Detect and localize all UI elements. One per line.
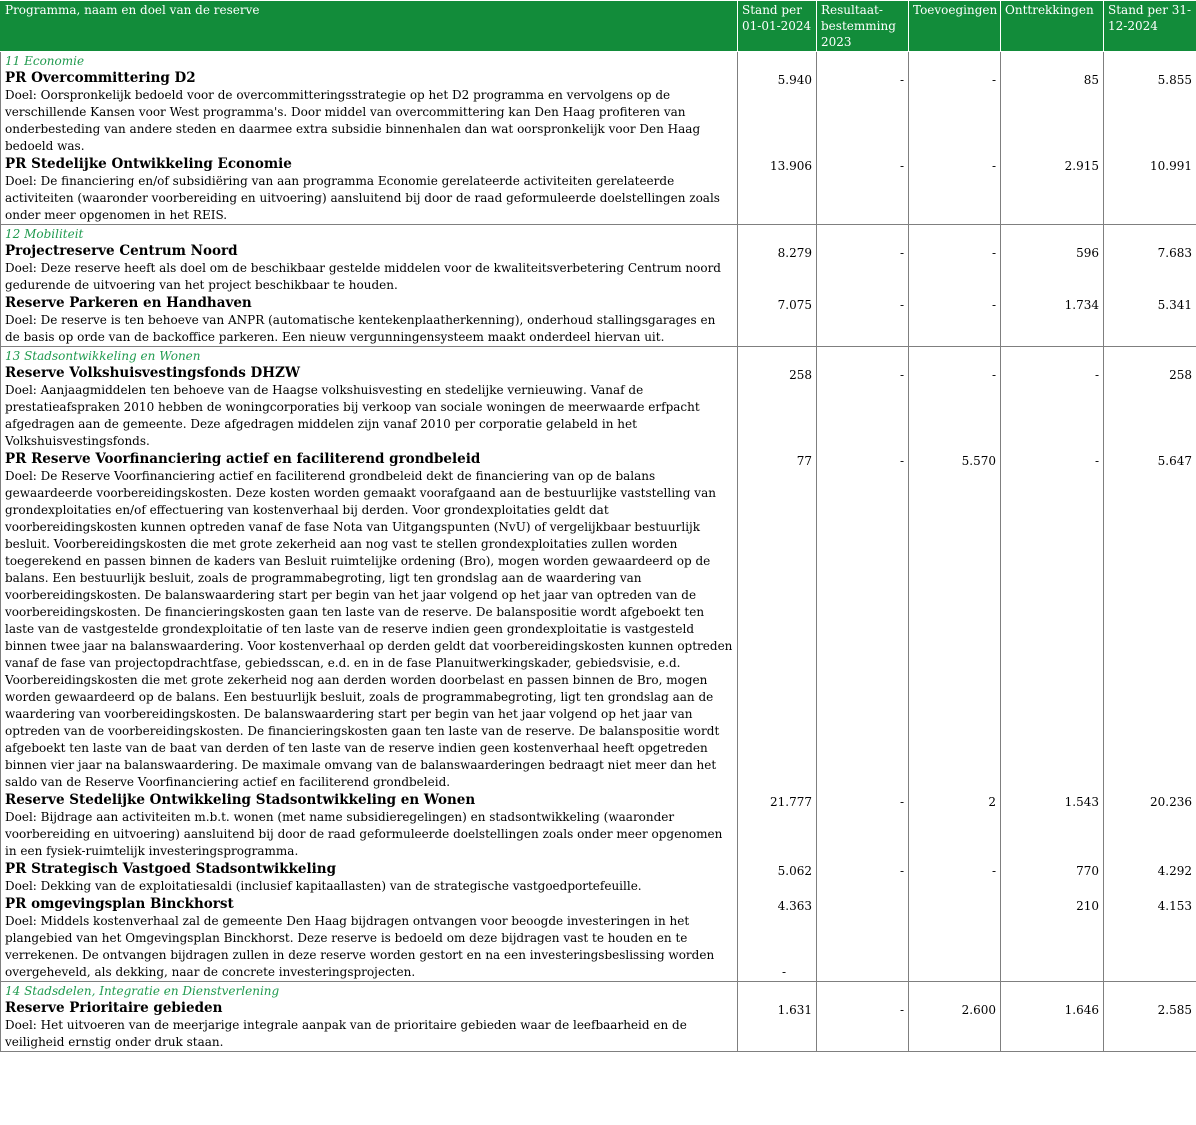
empty-cell [738,52,817,70]
stand-eind-value: 258 [1104,364,1196,450]
stand-eind-value: 7.683 [1104,242,1196,294]
section-title: 13 Stadsontwikkeling en Wonen [1,347,738,365]
stand-begin-value [738,895,817,982]
reserve-title: Reserve Parkeren en Handhaven [5,295,252,311]
reserve-row [1,860,1196,895]
reserve-title: Reserve Volkshuisvestingsfonds DHZW [5,365,301,381]
onttrekkingen-value: - [1001,450,1104,791]
reserve-description-cell [1,364,738,450]
header-programma: Programma, naam en doel van de reserve [1,1,738,52]
toevoegingen-value: - [909,69,1001,155]
stand-begin-value: 7.075 [738,294,817,347]
reserve-description-cell [1,155,738,225]
reserve-row [1,294,1196,347]
onttrekkingen-value: 596 [1001,242,1104,294]
toevoegingen-value: - [909,364,1001,450]
toevoegingen-value [909,895,1001,982]
stand-eind-value: 5.647 [1104,450,1196,791]
resultaatbestemming-value: - [817,294,909,347]
reserve-goal: Doel: De reserve is ten behoeve van ANPR (automatische kentekenplaatherkenning), onderhoud stallingsgarages en de basis op orde van de backoffice parkeren. Een nieuw vergunningensysteem maakt onderdeel hiervan uit. [5,313,716,344]
stand-eind-value: 5.855 [1104,69,1196,155]
empty-cell [738,347,817,365]
stand-begin-value: 21.777 [738,791,817,860]
header-stand-begin: Stand per 01-01-2024 [738,1,817,52]
stand-eind-value: 20.236 [1104,791,1196,860]
stand-begin-value: 13.906 [738,155,817,225]
reserve-title: PR Overcommittering D2 [5,70,196,86]
reserve-title: Projectreserve Centrum Noord [5,243,238,259]
section-row [1,52,1196,70]
reserve-title: PR Strategisch Vastgoed Stadsontwikkeling [5,861,337,877]
empty-cell [817,982,909,1000]
empty-cell [817,225,909,243]
reserve-row [1,791,1196,860]
empty-cell [1104,52,1196,70]
reserve-title: PR Stedelijke Ontwikkeling Economie [5,156,292,172]
section-title: 14 Stadsdelen, Integratie en Dienstverlening [1,982,738,1000]
resultaatbestemming-value: - [817,450,909,791]
reserve-goal: Doel: De Reserve Voorfinanciering actief en faciliterend grondbeleid dekt de financiering van op de balans gewaardeerde voorbereidingskosten. Deze kosten worden gemaakt voorafgaand aan de bestuurlijke vaststelling van grondexploitaties en/of effectuering van kostenverhaal bij derden. Voor grondexploitaties geldt dat voorbereidingskosten kunnen optreden vanaf de fase Nota van Uitgangspunten (NvU) of vergelijkbaar bestuurlijk besluit. Voorbereidingskosten die met grote zekerheid aan nog vast te stellen grondexploitaties zullen worden toegerekend en passen binnen de kaders van Besluit ruimtelijke ordening (Bro), mogen worden gewaardeerd op de balans. Een bestuurlijk besluit, zoals de programmabegroting, ligt ten grondslag aan de waardering van voorbereidingskosten. De balanswaardering start per begin van het jaar volgend op het jaar van optreden van de voorbereidingskosten. De financieringskosten gaan ten laste van de reserve. De balanspositie wordt afgeboekt ten laste van de vastgestelde grondexploitatie of ten laste van de reserve indien geen grondexploitatie is vastgesteld binnen twee jaar na balanswaardering. Voor kostenverhaal op derden geldt dat voorbereidingskosten kunnen optreden vanaf de fase van projectopdrachtfase, gebiedsscan, e.d. en in de fase Planuitwerkingskader, gebiedsvisie, e.d. Voorbereidingskosten die met grote zekerheid nog aan derden worden doorbelast en passen binnen de Bro, mogen worden gewaardeerd op de balans. Een bestuurlijk besluit, zoals de programmabegroting, ligt ten grondslag aan de waardering van voorbereidingskosten. De balanswaardering start per begin van het jaar volgend op het jaar van optreden van de voorbereidingskosten. De financieringskosten gaan ten laste van de reserve. De balanspositie wordt afgeboekt ten laste van de baat van derden of ten laste van de reserve indien geen kostenverhaal heeft opgetreden binnen vier jaar na balanswaardering. De maximale omvang van de balanswaarderingen bedraagt niet meer dan het saldo van de Reserve Voorfinanciering actief en faciliterend grondbeleid. [5,469,733,789]
empty-cell [1001,347,1104,365]
onttrekkingen-value: 1.646 [1001,999,1104,1052]
reserve-row [1,450,1196,791]
section-title: 11 Economie [1,52,738,70]
empty-cell [738,225,817,243]
onttrekkingen-value: 1.543 [1001,791,1104,860]
empty-cell [1104,982,1196,1000]
empty-cell [909,982,1001,1000]
reserve-row [1,242,1196,294]
empty-cell [817,347,909,365]
reserve-description-cell [1,450,738,791]
reserve-row [1,155,1196,225]
toevoegingen-value: - [909,242,1001,294]
reserve-row [1,999,1196,1052]
reserve-goal: Doel: Aanjaagmiddelen ten behoeve van de Haagse volkshuisvesting en stedelijke vernieuwing. Vanaf de prestatieafspraken 2010 hebben de woningcorporaties bij verkoop van sociale woningen de meerwaarde erfpacht afgedragen aan de gemeente. Deze afgedragen middelen zijn vanaf 2010 per corporatie gelabeld in het Volkshuisvestingsfonds. [5,383,700,448]
stand-eind-value: 2.585 [1104,999,1196,1052]
header-stand-eind: Stand per 31-12-2024 [1104,1,1196,52]
empty-cell [1001,225,1104,243]
toevoegingen-value: 2 [909,791,1001,860]
empty-cell [1104,347,1196,365]
section-title: 12 Mobiliteit [1,225,738,243]
resultaatbestemming-value: - [817,69,909,155]
section-row [1,225,1196,243]
resultaatbestemming-value: - [817,364,909,450]
empty-cell [817,52,909,70]
onttrekkingen-value: 770 [1001,860,1104,895]
empty-cell [1001,52,1104,70]
empty-cell [909,225,1001,243]
header-toevoegingen: Toevoegingen [909,1,1001,52]
stand-begin-value: 4.363 [777,899,812,913]
section-row [1,347,1196,365]
stand-eind-value: 10.991 [1104,155,1196,225]
onttrekkingen-value: 2.915 [1001,155,1104,225]
onttrekkingen-value: 210 [1001,895,1104,982]
reserve-goal: Doel: De financiering en/of subsidiëring van aan programma Economie gerelateerde activiteiten gerelateerde activiteiten (waaronder voorbereiding en uitvoering) aansluitend bij door de raad geformuleerde doelstellingen zoals onder meer opgenomen in het REIS. [5,174,720,222]
reserve-row [1,69,1196,155]
reserve-goal: Doel: Deze reserve heeft als doel om de beschikbaar gestelde middelen voor de kwaliteitsverbetering Centrum noord gedurende de uitvoering van het project beschikbaar te houden. [5,261,721,292]
resultaatbestemming-value: - [817,155,909,225]
stand-eind-value: 4.292 [1104,860,1196,895]
onttrekkingen-value: 1.734 [1001,294,1104,347]
reserve-description-cell [1,69,738,155]
stand-begin-value: 8.279 [738,242,817,294]
reserve-title: PR omgevingsplan Binckhorst [5,896,234,912]
toevoegingen-value: 2.600 [909,999,1001,1052]
resultaatbestemming-value: - [817,860,909,895]
reserve-description-cell [1,294,738,347]
empty-cell [738,982,817,1000]
reserve-row [1,895,1196,982]
empty-cell [1104,225,1196,243]
toevoegingen-value: - [909,860,1001,895]
reserve-title: Reserve Stedelijke Ontwikkeling Stadsontwikkeling en Wonen [5,792,476,808]
empty-cell [909,347,1001,365]
reserve-description-cell [1,791,738,860]
stand-begin-value: 5.940 [738,69,817,155]
stand-begin-value: 5.062 [738,860,817,895]
onttrekkingen-value: 85 [1001,69,1104,155]
header-row [1,1,1196,52]
reserve-description-cell [1,895,738,982]
header-resultaatbestemming: Resultaat-bestemming 2023 [817,1,909,52]
section-row [1,982,1196,1000]
header-onttrekkingen: Onttrekkingen [1001,1,1104,52]
reserve-title: PR Reserve Voorfinanciering actief en faciliterend grondbeleid [5,451,481,467]
toevoegingen-value: - [909,155,1001,225]
stand-eind-value: 4.153 [1104,895,1196,982]
reserve-goal: Doel: Bijdrage aan activiteiten m.b.t. wonen (met name subsidieregelingen) en stadsontwikkeling (waaronder voorbereiding en uitvoering) aansluitend bij door de raad geformuleerde doelstellingen zoals onder meer opgenomen in een fysiek-ruimtelijk investeringsprogramma. [5,810,723,858]
stand-begin-value: 1.631 [738,999,817,1052]
empty-cell [1001,982,1104,1000]
reserve-description-cell [1,860,738,895]
reserve-row [1,364,1196,450]
toevoegingen-value: - [909,294,1001,347]
extra-dash: - [781,965,786,979]
reserve-goal: Doel: Middels kostenverhaal zal de gemeente Den Haag bijdragen ontvangen voor beoogde investeringen in het plangebied van het Omgevingsplan Binckhorst. Deze reserve is bedoeld om deze bijdragen vast te houden en te verrekenen. De ontvangen bijdragen zullen in deze reserve worden gestort en na een investeringsbeslissing worden overgeheveld, als dekking, naar de concrete investeringsprojecten. [5,914,715,979]
resultaatbestemming-value: - [817,791,909,860]
reserve-description-cell [1,999,738,1052]
stand-begin-value: 77 [738,450,817,791]
resultaatbestemming-value: - [817,242,909,294]
empty-cell [909,52,1001,70]
reserve-description-cell [1,242,738,294]
stand-begin-value: 258 [738,364,817,450]
stand-eind-value: 5.341 [1104,294,1196,347]
toevoegingen-value: 5.570 [909,450,1001,791]
reserve-goal: Doel: Oorspronkelijk bedoeld voor de overcommitteringsstrategie op het D2 programma en vervolgens op de verschillende Kansen voor West programma's. Door middel van overcommittering kan Den Haag profiteren van onderbesteding van andere steden en daarmee extra subsidie binnenhalen dan wat oorspronkelijk voor Den Haag bedoeld was. [5,88,701,153]
reserve-title: Reserve Prioritaire gebieden [5,1000,223,1016]
onttrekkingen-value: - [1001,364,1104,450]
resultaatbestemming-value: - [817,999,909,1052]
resultaatbestemming-value [817,895,909,982]
reserve-goal: Doel: Het uitvoeren van de meerjarige integrale aanpak van de prioritaire gebieden waar de leefbaarheid en de veiligheid ernstig onder druk staan. [5,1018,687,1049]
reserve-goal: Doel: Dekking van de exploitatiesaldi (inclusief kapitaallasten) van de strategische vastgoedportefeuille. [5,879,642,893]
